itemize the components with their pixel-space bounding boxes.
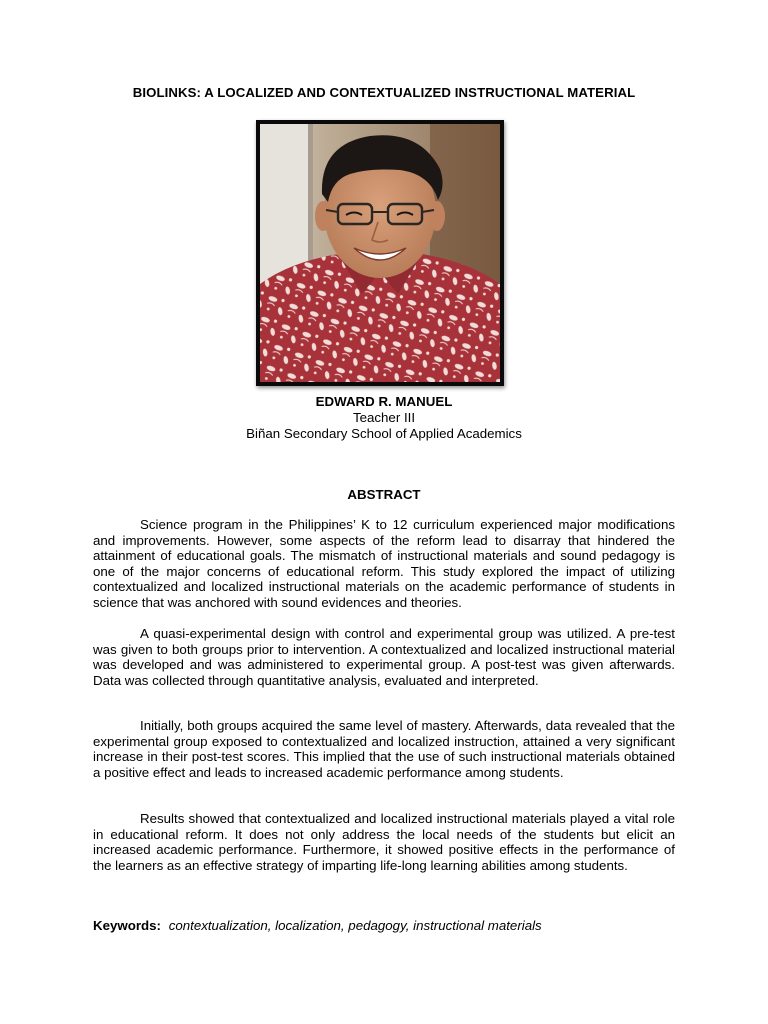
abstract-heading: ABSTRACT	[347, 487, 421, 502]
abstract-paragraph-3: Initially, both groups acquired the same level of mastery. Afterwards, data revealed that the experimental group exposed to contextualized and localized instruction, attained a very significant increase in their post-test scores. This implied that the use of such instructional materials obtained a positive effect and leads to increased academic performance among students.	[93, 718, 675, 780]
abstract-paragraph-1: Science program in the Philippines’ K to 12 curriculum experienced major modifications and improvements. However, some aspects of the reform lead to disarray that hindered the attainment of educational goals. The mismatch of instructional materials and sound pedagogy is one of the major concerns of educational reform. This study explored the impact of utilizing contextualized and localized instructional materials on the academic performance of students in science that was anchored with sound evidences and theories.	[93, 517, 675, 610]
paper-title: BIOLINKS: A LOCALIZED AND CONTEXTUALIZED INSTRUCTIONAL MATERIAL	[132, 85, 636, 100]
abstract-paragraph-2: A quasi-experimental design with control and experimental group was utilized. A pre-test was given to both groups prior to intervention. A contextualized and localized instructional material was developed and was administered to experimental group. A post-test was given afterwards. Data was collected through quantitative analysis, evaluated and interpreted.	[93, 626, 675, 688]
author-position: Teacher III	[352, 410, 416, 426]
keywords-label: Keywords:	[93, 918, 161, 933]
author-photo-frame	[256, 120, 504, 386]
abstract-paragraph-4: Results showed that contextualized and localized instructional materials played a vital role in educational reform. It does not only address the local needs of the students but elicit an increased academic performance. Furthermore, it showed positive effects in the performance of the learners as an effective strategy of imparting life-long learning abilities among students.	[93, 811, 675, 873]
author-info	[0, 394, 768, 443]
author-school: Biñan Secondary School of Applied Academics	[246, 426, 522, 442]
author-name: EDWARD R. MANUEL	[315, 394, 453, 409]
keywords-line	[93, 918, 693, 933]
author-portrait-icon	[260, 124, 500, 382]
keywords-list: contextualization, localization, pedagogy, instructional materials	[168, 918, 542, 933]
